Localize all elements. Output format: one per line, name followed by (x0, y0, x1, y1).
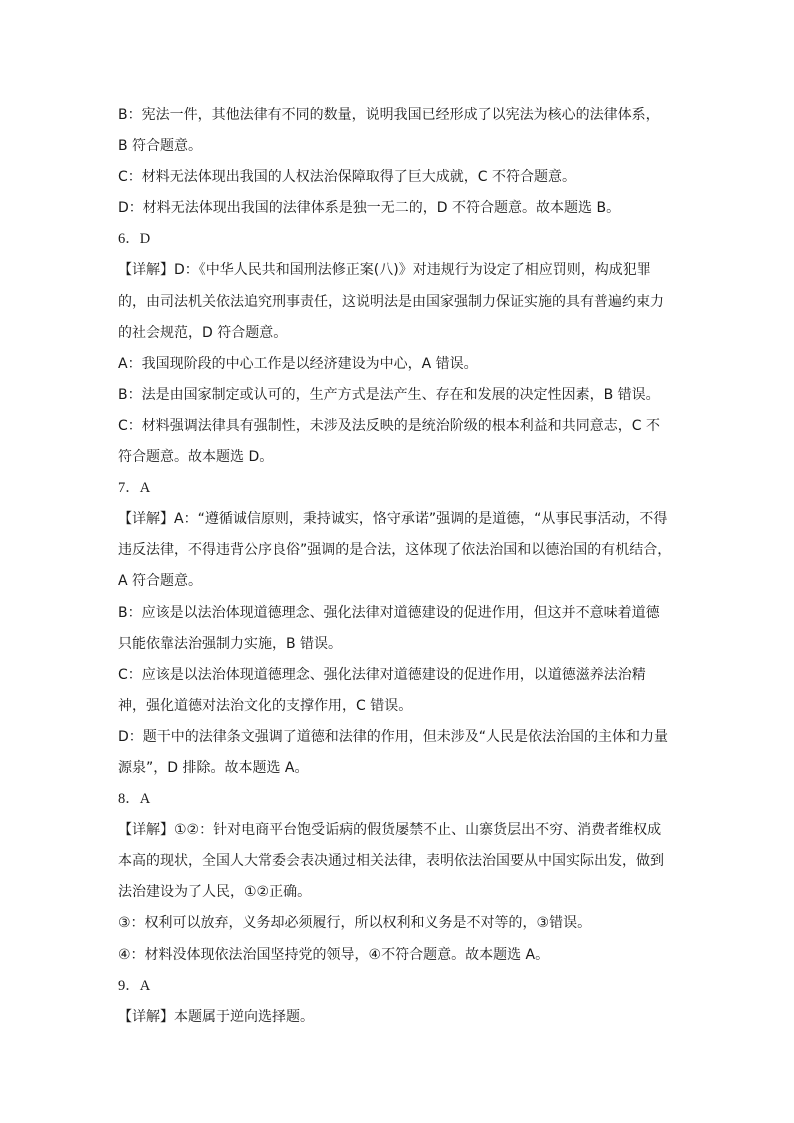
text-line: 本高的现状，全国人大常委会表决通过相关法律，表明依法治国要从中国实际出发，做到 (118, 853, 664, 870)
text-line: D：材料无法体现出我国的法律体系是独一无二的，D 不符合题意。故本题选 B。 (118, 200, 621, 217)
text-line: 只能依靠法治强制力实施，B 错误。 (118, 635, 343, 652)
text-line: B：应该是以法治体现道德理念、强化法律对道德建设的促进作用，但这并不意味着道德 (118, 604, 660, 621)
text-line: A：我国现阶段的中心工作是以经济建设为中心，A 错误。 (118, 355, 478, 372)
text-line: B：法是由国家制定或认可的，生产方式是法产生、存在和发展的决定性因素，B 错误。 (118, 386, 660, 403)
text-line: 【详解】A：“遵循诚信原则，秉持诚实，恪守承诺”强调的是道德，“从事民事活动，不得 (118, 511, 668, 528)
text-line: 【详解】①②：针对电商平台饱受诟病的假货屡禁不止、山寨货层出不穷、消费者维权成 (118, 822, 662, 839)
text-line: 法治建设为了人民，①②正确。 (118, 884, 312, 901)
text-line: C：应该是以法治体现道德理念、强化法律对道德建设的促进作用，以道德滋养法治精 (118, 666, 646, 683)
question-number: 6．D (118, 231, 151, 248)
text-line: A 符合题意。 (118, 573, 203, 590)
question-number: 9．A (118, 977, 151, 994)
question-number: 8．A (118, 791, 151, 808)
text-line: 违反法律，不得违背公序良俗”强调的是合法，这体现了依法治国和以德治国的有机结合， (118, 542, 672, 559)
text-line: D：题干中的法律条文强调了道德和法律的作用，但未涉及“人民是依法治国的主体和力量 (118, 728, 669, 745)
text-line: C：材料强调法律具有强制性，未涉及法反映的是统治阶级的根本利益和共同意志，C 不 (118, 417, 660, 434)
text-line: B：宪法一件，其他法律有不同的数量，说明我国已经形成了以宪法为核心的法律体系， (118, 107, 660, 123)
text-line: B 符合题意。 (118, 138, 203, 155)
text-line: 的社会规范，D 符合题意。 (118, 324, 288, 341)
text-line: 【详解】D：《中华人民共和国刑法修正案(八)》对违规行为设定了相应罚则，构成犯罪 (118, 262, 651, 279)
question-number: 7．A (118, 480, 151, 497)
text-line: ③：权利可以放弃，义务却必须履行，所以权利和义务是不对等的，③错误。 (118, 915, 592, 932)
text-line: C：材料无法体现出我国的人权法治保障取得了巨大成就，C 不符合题意。 (118, 169, 576, 186)
answer-explanations (118, 100, 678, 1033)
text-line: 符合题意。故本题选 D。 (118, 449, 274, 466)
text-line: 源泉”，D 排除。故本题选 A。 (118, 759, 309, 776)
text-line: 【详解】本题属于逆向选择题。 (118, 1008, 314, 1025)
text-line: 神，强化道德对法治文化的支撑作用，C 错误。 (118, 697, 413, 714)
text-line: ④：材料没体现依法治国坚持党的领导，④不符合题意。故本题选 A。 (118, 946, 550, 963)
text-line: 的，由司法机关依法追究刑事责任，这说明法是由国家强制力保证实施的具有普遍约束力 (118, 293, 664, 310)
